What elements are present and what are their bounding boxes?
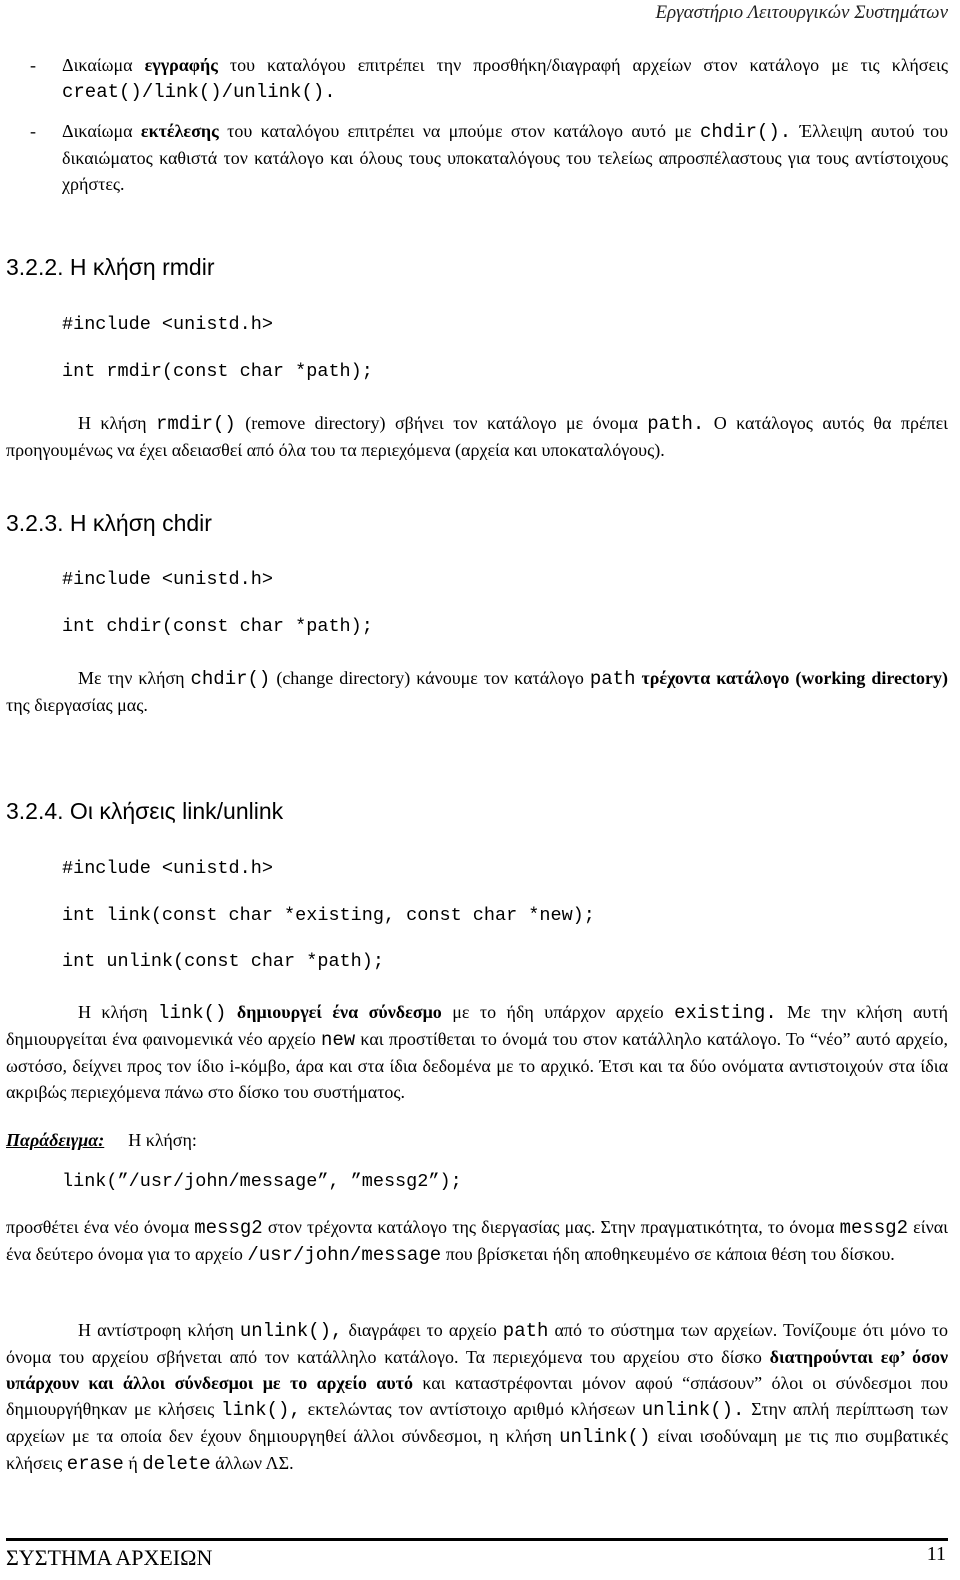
text-span: από το σύστημα των αρχείων. Τονίζουμε ότι μόνο το όνομα του αρχείου σβήνεται από τον κατάλληλο κατάλογο. Τα περιεχόμενα του αρχείου στο δίσκο bbox=[6, 1320, 948, 1367]
text-span: Δικαίωμα bbox=[62, 55, 145, 75]
section-heading-chdir: 3.2.3. Η κλήση chdir bbox=[6, 510, 212, 536]
text-span: εκτελώντας τον αντίστοιχο αριθμό κλήσεων bbox=[300, 1399, 642, 1419]
text-span bbox=[226, 1002, 236, 1022]
text-span: του καταλόγου επιτρέπει την προσθήκη/διαγραφή αρχείων στον κατάλογο με τις κλήσεις bbox=[217, 55, 948, 75]
example-label: Παράδειγμα: bbox=[6, 1130, 105, 1150]
text-span: Η αντίστροφη κλήση bbox=[78, 1320, 240, 1340]
inline-code: link(), bbox=[221, 1399, 301, 1421]
inline-code: unlink() bbox=[559, 1426, 651, 1448]
paragraph-chdir bbox=[6, 665, 948, 718]
page-header: Εργαστήριο Λειτουργικών Συστημάτων bbox=[655, 2, 948, 23]
text-span: της διεργασίας μας. bbox=[6, 695, 148, 715]
code-chdir-prototype: int chdir(const char *path); bbox=[62, 616, 373, 637]
footer-rule bbox=[6, 1538, 948, 1541]
text-span: είναι ισοδύναμη με τις πιο συμβατικές κλήσεις bbox=[6, 1426, 948, 1473]
text-span: και προστίθεται το όνομά του στον κατάλληλο κατάλογο. Το “νέο” αυτό αρχείο, ωστόσο, δείχνει προς τον ίδιο i-κόμβο, άρα και στα ίδια δεδομένα με το αρχικό. Έτσι και τα δύο ονόματα αντιστοιχούν στα ίδια ακριβώς περιεχόμενα πάνω στο δίσκο του συστήματος. bbox=[6, 1029, 948, 1102]
text-span: στον τρέχοντα κατάλογο της διεργασίας μας. Στην πραγματικότητα, το όνομα bbox=[262, 1217, 840, 1237]
text-span: που βρίσκεται ήδη αποθηκευμένο σε κάποια θέση του δίσκου. bbox=[441, 1244, 895, 1264]
text-span: Με την κλήση bbox=[78, 668, 191, 688]
text-span: είναι ένα δεύτερο όνομα για το αρχείο bbox=[6, 1217, 948, 1264]
inline-code: /usr/john/message bbox=[247, 1244, 442, 1266]
bullet-dash: - bbox=[30, 121, 36, 141]
example-line bbox=[6, 1127, 948, 1153]
text-span: προσθέτει ένα νέο όνομα bbox=[6, 1217, 195, 1237]
text-span: Έλλειψη αυτού του δικαιώματος καθιστά τον κατάλογο και όλους τους υποκαταλόγους του τελείως απροσπέλαστους για τους αντίστοιχους χρήστες. bbox=[62, 121, 948, 194]
inline-code: chdir() bbox=[190, 668, 271, 690]
paragraph-rmdir bbox=[6, 410, 948, 463]
paragraph-link bbox=[6, 999, 948, 1105]
code-link-prototype: int link(const char *existing, const char *new); bbox=[62, 905, 595, 926]
code-unlink-prototype: int unlink(const char *path); bbox=[62, 951, 384, 972]
inline-code: delete bbox=[142, 1453, 211, 1475]
bullet-text bbox=[30, 118, 948, 197]
text-span: άλλων ΛΣ. bbox=[210, 1453, 294, 1473]
bullet-text bbox=[30, 52, 948, 105]
bold-term: τρέχοντα κατάλογο (working directory) bbox=[641, 668, 949, 688]
bullet-write-permission bbox=[30, 52, 948, 105]
inline-code: link() bbox=[158, 1002, 227, 1024]
code-rmdir-prototype: int rmdir(const char *path); bbox=[62, 361, 373, 382]
section-heading-rmdir: 3.2.2. Η κλήση rmdir bbox=[6, 254, 215, 280]
inline-code: chdir(). bbox=[699, 121, 792, 143]
inline-code: path. bbox=[647, 413, 705, 435]
inline-code: path bbox=[589, 668, 636, 690]
text-span: Η κλήση bbox=[78, 1002, 159, 1022]
inline-code: rmdir() bbox=[155, 413, 236, 435]
text-span: Δικαίωμα bbox=[62, 121, 141, 141]
bold-term: εγγραφής bbox=[144, 55, 218, 75]
text-span: Στην απλή περίπτωση των αρχείων με τα οποία δεν έχουν δημιουργηθεί άλλοι σύνδεσμοι, η κλήση bbox=[6, 1399, 948, 1446]
inline-code: messg2 bbox=[194, 1217, 263, 1239]
bold-term: εκτέλεσης bbox=[140, 121, 219, 141]
inline-code: path bbox=[502, 1320, 549, 1342]
text-span: και καταστρέφονται μόνον αφού “σπάσουν” όλοι οι σύνδεσμοι που δημιουργήθηκαν με κλήσεις bbox=[6, 1373, 948, 1419]
example-text: Η κλήση: bbox=[128, 1130, 197, 1150]
page-number: 11 bbox=[926, 1543, 946, 1565]
text-span: Ο κατάλογος αυτός θα πρέπει προηγουμένως να έχει αδειασθεί από όλα του τα περιεχόμενα (αρχεία και υποκαταλόγους). bbox=[6, 413, 949, 460]
inline-code: erase bbox=[66, 1453, 124, 1475]
paragraph-unlink bbox=[6, 1317, 948, 1477]
inline-code: new bbox=[320, 1029, 356, 1051]
text-span: του καταλόγου επιτρέπει να μπούμε στον κατάλογο αυτό με bbox=[218, 121, 700, 141]
footer-chapter-title: ΣΥΣΤΗΜΑ ΑΡΧΕΙΩΝ bbox=[6, 1545, 213, 1570]
code-include-chdir: #include <unistd.h> bbox=[62, 569, 273, 590]
bold-term: δημιουργεί ένα σύνδεσμο bbox=[236, 1002, 442, 1022]
code-include-rmdir: #include <unistd.h> bbox=[62, 314, 273, 335]
inline-code: existing. bbox=[674, 1002, 777, 1024]
bullet-exec-permission bbox=[30, 118, 948, 197]
inline-code: messg2 bbox=[839, 1217, 909, 1239]
text-span: (remove directory) σβήνει τον κατάλογο με όνομα bbox=[235, 413, 648, 433]
inline-code: unlink(). bbox=[641, 1399, 745, 1421]
bullet-dash: - bbox=[30, 55, 36, 75]
text-span: (change directory) κάνουμε τον κατάλογο bbox=[270, 668, 590, 688]
paragraph-example-explanation bbox=[6, 1214, 948, 1268]
text-span: ή bbox=[123, 1453, 143, 1473]
text-span: διαγράφει το αρχείο bbox=[342, 1320, 503, 1340]
text-span: με το ήδη υπάρχον αρχείο bbox=[441, 1002, 675, 1022]
inline-code: unlink(), bbox=[239, 1320, 343, 1342]
section-heading-link: 3.2.4. Οι κλήσεις link/unlink bbox=[6, 798, 284, 824]
text-span: Με την κλήση αυτή δημιουργείται ένα φαινομενικά νέο αρχείο bbox=[6, 1002, 948, 1049]
bold-term: διατηρούνται εφ’ όσον υπάρχουν και άλλοι σύνδεσμοι με το αρχείο αυτό bbox=[6, 1347, 948, 1393]
code-example-link: link(”/usr/john/message”, ”messg2”); bbox=[62, 1171, 462, 1192]
text-span: Η κλήση bbox=[78, 413, 156, 433]
inline-code: creat()/link()/unlink(). bbox=[62, 81, 336, 103]
code-include-link: #include <unistd.h> bbox=[62, 858, 273, 879]
